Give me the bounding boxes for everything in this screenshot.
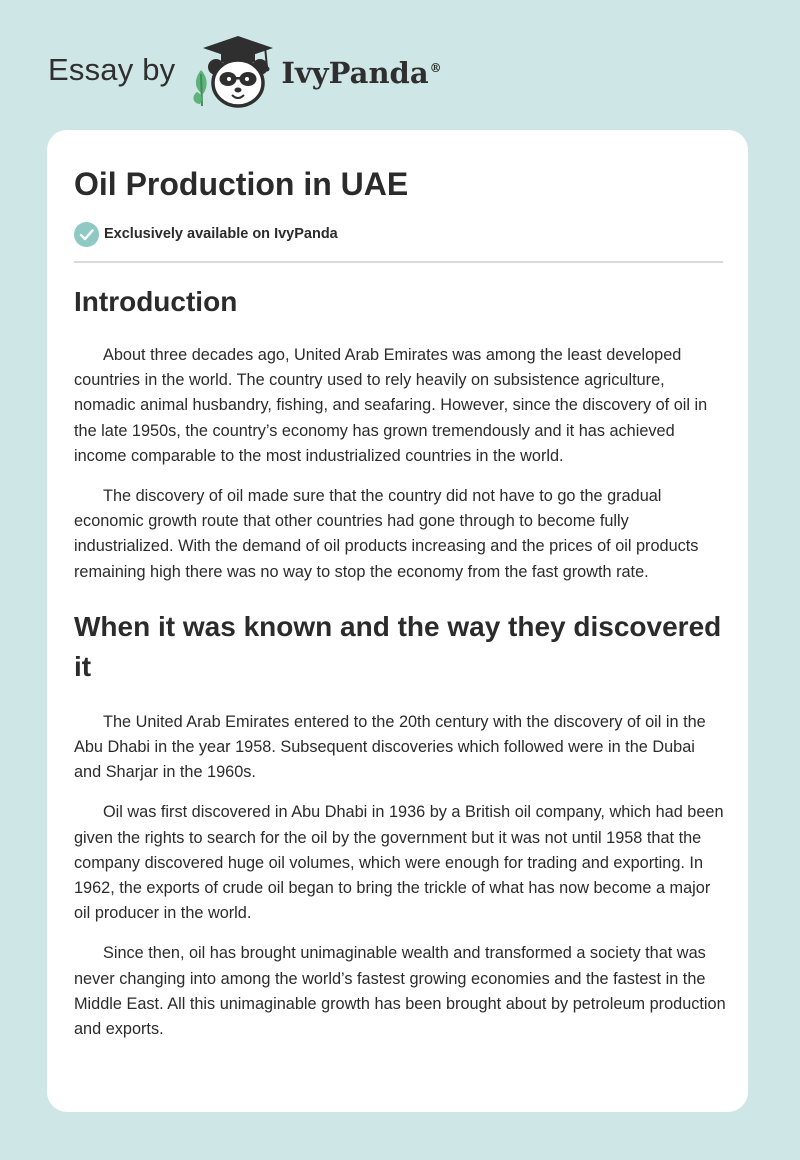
exclusive-badge bbox=[74, 221, 338, 247]
paragraph: About three decades ago, United Arab Emirates was among the least developed countries in the world. The country used to rely heavily on subsistence agriculture, nomadic animal husbandry, fishing, and seafaring. However, since the discovery of oil in the late 1950s, the country’s economy has grown tremendously and it has achieved income comparable to the most industrialized countries in the world. bbox=[74, 346, 708, 465]
brand-name: IvyPanda® bbox=[281, 56, 442, 90]
paragraph: The discovery of oil made sure that the country did not have to go the gradual economic growth route that other countries had gone through to become fully industrialized. With the demand of oil products increasing and the prices of oil products remaining high there was no way to stop the economy from the fast growth rate. bbox=[74, 487, 699, 581]
paragraph: Since then, oil has brought unimaginable wealth and transformed a society that was never changing into among the world’s fastest growing economies and the fastest in the Middle East. All this unimaginable growth has been brought about by petroleum production and exports. bbox=[74, 944, 726, 1039]
brand-prefix: Essay by bbox=[48, 52, 176, 87]
title-divider bbox=[74, 261, 723, 263]
panda-logo-icon bbox=[191, 34, 277, 110]
exclusive-badge-label: Exclusively available on IvyPanda bbox=[104, 226, 338, 242]
paragraph: The United Arab Emirates entered to the 20th century with the discovery of oil in the Abu Dhabi in the year 1958. Subsequent discoveries which followed were in the Dubai and Sharjar in the 1960s. bbox=[74, 712, 706, 782]
paragraph: Oil was first discovered in Abu Dhabi in 1936 by a British oil company, which had been given the rights to search for the oil by the government but it was not until 1958 that the company discovered huge oil volumes, which were enough for trading and exporting. In 1962, the exports of crude oil began to bring the trickle of what has now become a major oil producer in the world. bbox=[74, 803, 724, 923]
check-circle-icon bbox=[74, 222, 99, 247]
section-heading-introduction: Introduction bbox=[74, 286, 238, 317]
registered-mark: ® bbox=[429, 61, 442, 76]
section-heading-discovery: When it was known and the way they discovered it bbox=[74, 610, 722, 682]
brand-header bbox=[48, 34, 468, 110]
essay-title: Oil Production in UAE bbox=[74, 166, 409, 202]
essay-card bbox=[47, 130, 748, 1112]
essay-body bbox=[74, 282, 726, 1057]
